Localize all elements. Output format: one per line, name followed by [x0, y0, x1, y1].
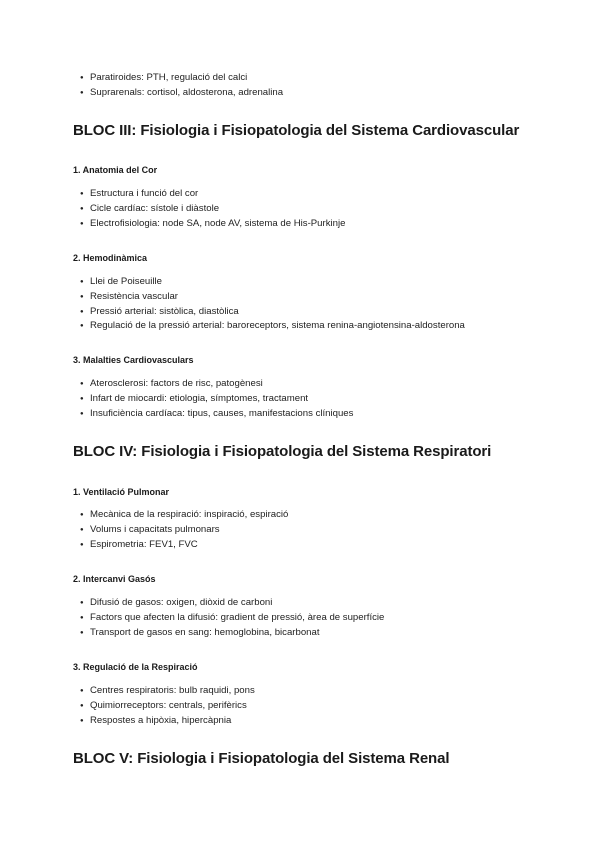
- list-item: ● Factors que afecten la difusió: gradient de pressió, àrea de superfície: [90, 611, 384, 625]
- list-item: ● Centres respiratoris: bulb raquidi, pons: [90, 684, 255, 698]
- list-item: ● Espirometria: FEV1, FVC: [90, 538, 198, 552]
- list-item: ● Respostes a hipòxia, hipercàpnia: [90, 714, 231, 728]
- bloc4-section1-heading: 1. Ventilació Pulmonar: [73, 487, 170, 497]
- list-item: ● Suprarenals: cortisol, aldosterona, adrenalina: [90, 86, 283, 100]
- list-item: ● Cicle cardíac: sístole i diàstole: [90, 202, 219, 216]
- list-item: ● Quimiorreceptors: centrals, perifèrics: [90, 699, 247, 713]
- bloc3-section2-heading: 2. Hemodinàmica: [73, 253, 148, 263]
- bloc5-title: BLOC V: Fisiologia i Fisiopatologia del Sistema Renal: [73, 750, 450, 767]
- list-item: ● Electrofisiologia: node SA, node AV, sistema de His-Purkinje: [90, 217, 345, 231]
- list-item: ● Llei de Poiseuille: [90, 275, 162, 289]
- bloc4-title: BLOC IV: Fisiologia i Fisiopatologia del Sistema Respiratori: [73, 443, 492, 460]
- list-item: ● Estructura i funció del cor: [90, 187, 198, 201]
- list-item: ● Pressió arterial: sistòlica, diastòlica: [90, 305, 239, 319]
- list-item: ● Mecànica de la respiració: inspiració, espiració: [90, 508, 288, 522]
- list-item: ● Difusió de gasos: oxigen, diòxid de carboni: [90, 596, 272, 610]
- bloc4-section3-heading: 3. Regulació de la Respiració: [73, 662, 198, 672]
- bloc3-title: BLOC III: Fisiologia i Fisiopatologia del Sistema Cardiovascular: [73, 122, 520, 139]
- bloc4-section2-heading: 2. Intercanvi Gasós: [73, 574, 156, 584]
- list-item: ● Aterosclerosi: factors de risc, patogènesi: [90, 377, 263, 391]
- list-item: ● Infart de miocardi: etiologia, símptomes, tractament: [90, 392, 308, 406]
- list-item: ● Paratiroides: PTH, regulació del calci: [90, 71, 247, 85]
- bloc3-section1-heading: 1. Anatomia del Cor: [73, 165, 158, 175]
- list-item: ● Resistència vascular: [90, 290, 178, 304]
- bloc3-section3-heading: 3. Malalties Cardiovasculars: [73, 355, 194, 365]
- list-item: ● Transport de gasos en sang: hemoglobina, bicarbonat: [90, 626, 320, 640]
- list-item: ● Regulació de la pressió arterial: baroreceptors, sistema renina-angiotensina-aldosterona: [90, 319, 465, 333]
- list-item: ● Volums i capacitats pulmonars: [90, 523, 220, 537]
- list-item: ● Insuficiència cardíaca: tipus, causes, manifestacions clíniques: [90, 407, 353, 421]
